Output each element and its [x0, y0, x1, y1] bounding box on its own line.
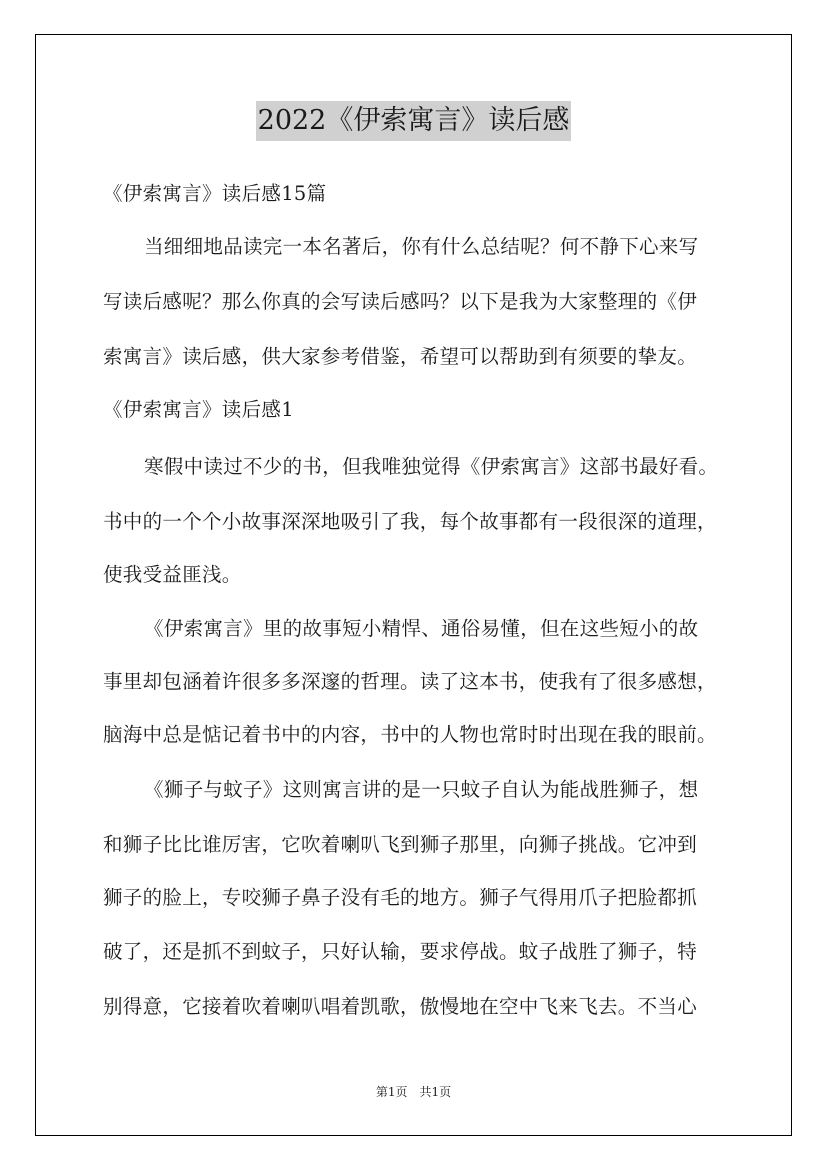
document-title-container [0, 101, 827, 141]
intro-line-2: 写读后感呢？那么你真的会写读后感吗？以下是我为大家整理的《伊 [103, 290, 698, 313]
para3-line-5: 别得意，它接着吹着喇叭唱着凯歌，傲慢地在空中飞来飞去。不当心 [103, 995, 698, 1018]
para2-line-1: 《伊索寓言》里的故事短小精悍、通俗易懂，但在这些短小的故 [144, 617, 699, 640]
para1-line-1: 寒假中读过不少的书，但我唯独觉得《伊索寓言》这部书最好看。 [144, 455, 719, 478]
para1-line-3: 使我受益匪浅。 [103, 563, 242, 586]
intro-line-3: 索寓言》读后感，供大家参考借鉴，希望可以帮助到有须要的挚友。 [103, 345, 698, 368]
section-heading: 《伊索寓言》读后感1 [103, 398, 294, 421]
para2-line-2: 事里却包涵着许很多多深邃的哲理。读了这本书，使我有了很多感想， [103, 670, 717, 693]
para3-line-3: 狮子的脸上，专咬狮子鼻子没有毛的地方。狮子气得用爪子把脸都抓 [103, 886, 698, 909]
intro-line-1: 当细细地品读完一本名著后，你有什么总结呢？何不静下心来写 [144, 235, 699, 258]
para3-line-1: 《狮子与蚊子》这则寓言讲的是一只蚊子自认为能战胜狮子，想 [144, 778, 699, 801]
subtitle: 《伊索寓言》读后感15篇 [103, 182, 327, 205]
para1-line-2: 书中的一个个小故事深深地吸引了我，每个故事都有一段很深的道理， [103, 510, 717, 533]
para2-line-3: 脑海中总是惦记着书中的内容，书中的人物也常时时出现在我的眼前。 [103, 723, 717, 746]
para3-line-2: 和狮子比比谁厉害，它吹着喇叭飞到狮子那里，向狮子挑战。它冲到 [103, 833, 698, 856]
para3-line-4: 破了，还是抓不到蚊子，只好认输，要求停战。蚊子战胜了狮子，特 [103, 940, 698, 963]
page-footer: 第1页 共1页 [375, 1085, 452, 1099]
document-title: 2022《伊索寓言》读后感 [256, 101, 572, 141]
